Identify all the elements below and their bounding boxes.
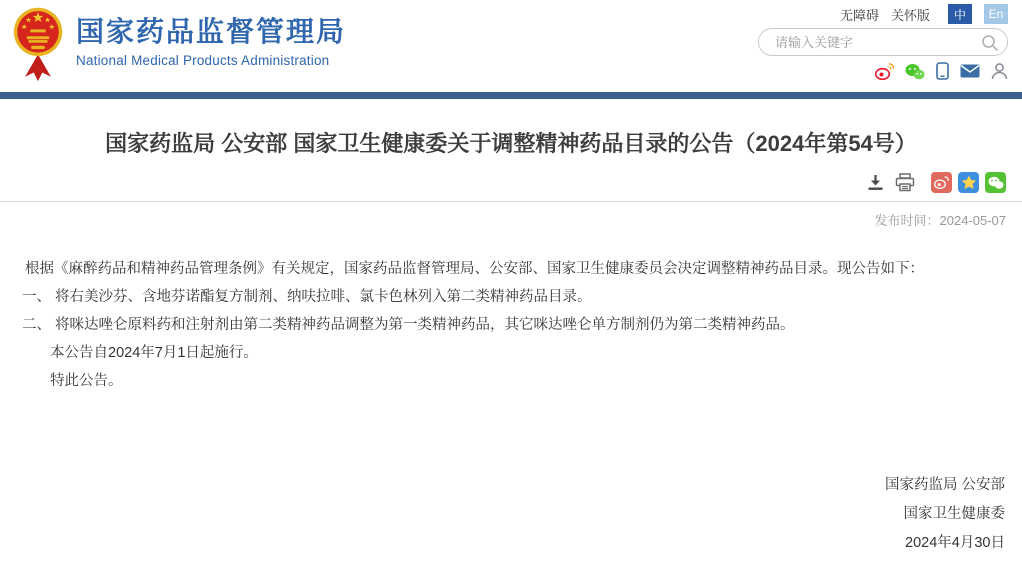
article-tools bbox=[0, 172, 1022, 193]
search-input[interactable] bbox=[773, 30, 973, 54]
header-divider-bar bbox=[0, 92, 1022, 99]
care-mode-link[interactable]: 关怀版 bbox=[890, 7, 930, 23]
mail-icon[interactable] bbox=[960, 64, 980, 78]
mobile-icon[interactable] bbox=[936, 62, 949, 80]
announcement-paragraph: 一、 将右美沙芬、含地芬诺酯复方制剂、纳呋拉啡、氯卡色林列入第二类精神药品目录。 bbox=[22, 289, 592, 305]
title-divider bbox=[0, 201, 1022, 202]
accessibility-link[interactable]: 无障碍 bbox=[839, 7, 879, 23]
signature-line: 国家药监局 公安部 bbox=[884, 477, 1005, 493]
publish-time-label: 发布时间： bbox=[874, 213, 940, 228]
national-emblem-icon bbox=[12, 6, 64, 82]
site-header bbox=[0, 0, 1022, 92]
header-top-links bbox=[840, 4, 1008, 24]
signature-block bbox=[0, 471, 1022, 558]
print-icon[interactable] bbox=[895, 173, 915, 192]
wechat-icon[interactable] bbox=[905, 63, 925, 80]
signature-line: 国家卫生健康委 bbox=[903, 506, 1005, 522]
announcement-article bbox=[0, 129, 1022, 558]
publish-date: 2024-05-07 bbox=[939, 213, 1006, 228]
site-name-zh: 国家药品监督管理局 bbox=[76, 16, 347, 47]
weibo-icon[interactable] bbox=[875, 63, 894, 80]
site-name-en: National Medical Products Administration bbox=[76, 53, 330, 68]
share-weibo-icon[interactable] bbox=[931, 172, 952, 193]
header-social-icons bbox=[875, 62, 1008, 80]
publish-time bbox=[0, 210, 1022, 229]
lang-en-button[interactable]: En bbox=[984, 4, 1008, 24]
share-wechat-icon[interactable] bbox=[985, 172, 1006, 193]
site-search bbox=[758, 28, 1008, 56]
download-icon[interactable] bbox=[866, 173, 885, 192]
announcement-paragraph: 二、 将咪达唑仑原料药和注射剂由第二类精神药品调整为第一类精神药品，其它咪达唑仑单方制剂仍为第二类精神药品。 bbox=[22, 317, 795, 333]
announcement-paragraph: 本公告自2024年7月1日起施行。 bbox=[50, 345, 258, 361]
announcement-body bbox=[0, 255, 1022, 395]
announcement-paragraph: 根据《麻醉药品和精神药品管理条例》有关规定，国家药品监督管理局、公安部、国家卫生健康委员会决定调整精神药品目录。现公告如下： bbox=[25, 261, 924, 277]
site-name bbox=[76, 16, 346, 68]
lang-zh-button[interactable]: 中 bbox=[948, 4, 972, 24]
search-icon[interactable] bbox=[981, 34, 999, 52]
user-icon[interactable] bbox=[991, 62, 1008, 80]
announcement-paragraph: 特此公告。 bbox=[50, 373, 123, 389]
share-qzone-icon[interactable] bbox=[958, 172, 979, 193]
signature-line: 2024年4月30日 bbox=[905, 535, 1005, 551]
site-logo[interactable] bbox=[12, 6, 346, 82]
page-title: 国家药监局 公安部 国家卫生健康委关于调整精神药品目录的公告（2024年第54号） bbox=[105, 131, 917, 156]
